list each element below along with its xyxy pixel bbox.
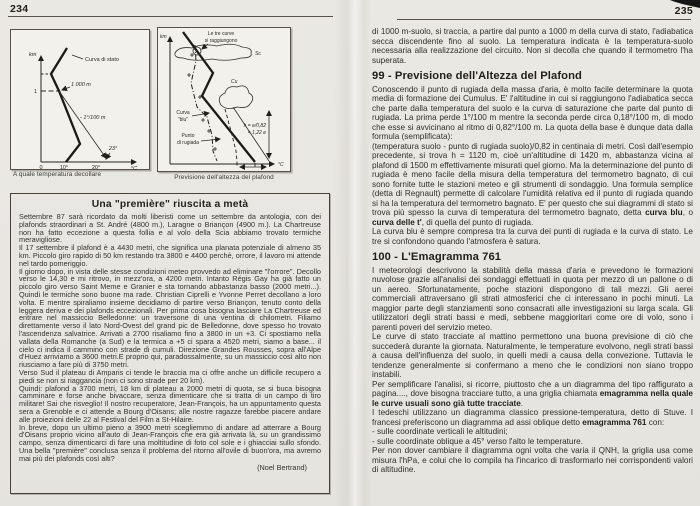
right-page-column bbox=[372, 27, 693, 475]
dewpoint-label-line2: di rugiada bbox=[177, 140, 199, 146]
list-item: - sulle coordinate verticali le altitudini; bbox=[372, 427, 508, 436]
x-axis-label: °C bbox=[130, 166, 138, 170]
body-paragraph: I meteorologi descrivono la stabilità della massa d'aria e prevedono le formazioni nuvolose grazie all'analisi dei sondaggi effettuati in quota per mezzo di un pallone o di un aereo. Sfortunatamente, poche stazioni dispongono di tali mezzi. Gli aerei commerciali attraversano gli strati atmosferici che ci interessano in pochi minuti. La maggior parte degli stanziamenti sono consacrati alle investigazioni su larga scala. Gli utilizzatori degli strati bassi e medi, sebbene maggioritari come ore di volo, sono i parenti poveri del servizio meteo. bbox=[372, 265, 693, 332]
blue-curve-label-line1: Curva bbox=[176, 110, 190, 116]
body-paragraph bbox=[372, 380, 693, 409]
dewpoint-label-line1: Punto bbox=[181, 133, 195, 139]
figure-takeoff-temperature bbox=[10, 29, 150, 170]
figure-takeoff-caption: A quale temperatura decollare bbox=[13, 171, 102, 178]
body-paragraph: Per non dover cambiare il diagramma ogni volta che varia il QNH, la griglia usa come misura l'hPa, e colui che lo compila ha l'incarico di trasformarlo nei corrispondenti valori di altitudine. bbox=[372, 446, 693, 474]
story-title: Una "première" riuscita a metà bbox=[91, 199, 249, 210]
bold-term-emagramma: emagramma nella quale le curve usuali sono già tutte tracciate bbox=[372, 389, 693, 408]
story-box bbox=[10, 193, 330, 494]
body-paragraph: Conoscendo il punto di rugiada della massa d'aria, è molto facile determinare la quota media di formazione dei Cumulus. E' l'altitudine in cui si raggiungono l'adiabatica secca che parte dalla temperatura del suolo e la curva di saturazione che parte dal punto di rugiada. La prima perde 1°/100 m mentre la seconda perde circa 0,18°/100 m, di modo che esse si avvicinano al ritmo di 0,82°/100 m. La quota della base è dunque data dalla formula (semplificata): bbox=[372, 84, 693, 141]
header-rule-right bbox=[397, 19, 691, 20]
altitude-label: 1 000 m bbox=[71, 82, 91, 88]
bold-term-emagramma-761: emagramma 761 bbox=[582, 417, 647, 427]
meeting-label-line1: Le tre curve bbox=[207, 31, 235, 37]
section-heading-99: 99 - Previsione dell'Altezza del Plafond bbox=[372, 70, 582, 82]
page-number-left: 234 bbox=[10, 3, 29, 15]
page-gutter-shadow bbox=[334, 0, 372, 506]
text-segment: , di quella del punto di rugiada. bbox=[421, 217, 534, 227]
page-number-right: 235 bbox=[674, 5, 693, 17]
lapse-rate-label: - 1°/100 m bbox=[80, 115, 106, 121]
state-curve-label: Curva di stato bbox=[85, 57, 119, 63]
y-axis-label: km bbox=[29, 52, 37, 58]
blue-curve-label-line2: "blu" bbox=[177, 117, 189, 123]
formula-line1: h = e/0,82 bbox=[243, 123, 266, 129]
x-axis-label: °C bbox=[278, 162, 284, 168]
body-paragraph: La curva blu è sempre compresa tra la curva dei punti di rugiada e la curva di stato. Le tre si confondono quando l'atmosfera è satura. bbox=[372, 227, 693, 246]
text-segment: , o bbox=[682, 208, 693, 217]
figure-cloudbase-forecast bbox=[157, 27, 291, 172]
story-paragraph: In breve, dopo un ultimo pieno a 3900 metri scegliemmo di andare ad atterrare a Bourg d'Oisans proprio vicino all'auto di Jean-François che era già arrivata là, su un grandissimo campo, senza dimenticarci di fare una moltitudine di foto col sole e i ghiacciai sullo sfondo. Una bella "première" conclusa senza il problema del ritorno all'ovile di buon'ora, ma avremo mai più dei plafonds così alti? bbox=[19, 422, 321, 463]
bold-term-curva-blu: curva blu bbox=[645, 208, 683, 217]
figure-frame bbox=[11, 30, 150, 170]
story-paragraph: Verso Sud il plateau di Amparis ci tende le braccia ma ci offre anche un difficile recupero a piedi se non si riaggancia (non ci sono strade per 20 km). bbox=[19, 367, 321, 385]
body-paragraph-continuation: di 1000 m-suolo, si traccia, a partire dal punto a 1000 m della curva di stato, l'adiabatica secca discendente fino al suolo. La temperatura indicata è la temperatura-suolo necessaria alla realizzazione del circuito. Non si decolla che quando il termometro l'ha superata. bbox=[372, 27, 693, 65]
text-segment: Per semplificare l'analisi, si ricorre, piuttosto che a un diagramma del tipo raffigurato a pagina...., dove bisogna tracciare tutto, a una griglia chiamata bbox=[372, 379, 693, 398]
figure-cloudbase-caption: Previsione dell'altezza del plafond bbox=[174, 174, 274, 181]
x-tick-10: 10° bbox=[59, 165, 69, 170]
text-segment: con: bbox=[646, 417, 665, 427]
header-rule-left bbox=[8, 16, 333, 17]
bold-term-curva-delle-t: curva delle t' bbox=[372, 217, 422, 227]
story-paragraph: Settembre 87 sarà ricordato da molti liberisti come un settembre da antologia, con dei plafonds straordinari a St. André (4800 m.), Laragne o Briançon (4900 m.). La Chartreuse non ha fatto eccezione a questa follia e al volo della Scia abbiamo trovato termiche meravigliose. bbox=[19, 212, 321, 245]
x-tick-0: 0 bbox=[39, 165, 43, 170]
meeting-label-line2: si raggiungono bbox=[204, 38, 238, 44]
body-paragraph bbox=[372, 408, 693, 427]
text-segment: (temperatura suolo - punto di rugiada suolo)/0,82 in centinaia di metri. Così dall'esempio precedente, si trova h = 1120 m, cioè un'altitudine di 1420 m, abbastanza vicina al plafond di 1500 m effettivamente misurati quel giorno. Ma la determinazione del punto di rugiada è meno facile della misura della temperatura del termometro bagnato, di cui sono fornite tutte le stazioni meteo e gli strumenti di sondaggio. Una formula semplice (detta di Regnault) permette di calcolare l'umidità relativa ed il punto di rugiada quando si ha la temperatura del termometro bagnato. E' per questo che sui diagrammi di stato si trova più spesso la curva di temperatura del termometro bagnato, detta bbox=[372, 141, 693, 217]
y-tick-1: 1 bbox=[33, 89, 37, 95]
text-segment: . bbox=[520, 398, 524, 408]
formula-line2: = 1,22 e bbox=[247, 130, 266, 136]
story-paragraph: Quindi: plafond a 3700 metri, 18 km di plateau a 2000 metri di quota, se si buca bisogna camminare e forse anche bivaccare, senza dimenticare che si tratta di un campo di tiro militare! Sai che risveglio! Il nostro recuperatore, Jean-François, ha un appuntamento questa sera a Grenoble e ci attende a Bourg d'Oisans; alle nostre ragazze farebbe piacere andare alle proiezioni delle 22 al Festival del Film a St-Hilaire. bbox=[19, 383, 321, 424]
stratocumulus-label: Sc bbox=[255, 51, 261, 57]
section-heading-100: 100 - L'Emagramma 761 bbox=[372, 251, 502, 263]
story-paragraph: Il giorno dopo, in vista delle stesse condizioni meteo provvedo ad eliminare "l'orrore". Decollo verso le 14,30 e mi ritrovo, in mezz'ora, a 4200 metri. Intanto Régis Gay ha già fatto un piccolo giro verso Saint Meme e Granier e sta tornando abbastanza basso (2000 metri...). Quindi le termiche sono buone ma rade. Christian Ciprelli e Yvonne Perret decollano a loro volta. E mentre spiraliamo insieme decidiamo di partire verso Briançon, tenuto conto della leggera deriva e dei plafonds eccezionali. Per prima cosa bisogna lasciare La Chartreuse ed entrare nel massiccio Belledonne: un traversone di una ventina di chilometri. Filiamo direttamente verso il lato Nord-Ovest del grand pic de Belledonne, dove spesso ho trovato l'ascendenza salvatrice. Arrivati a 2700 risaliamo fino a 3800 in un +3. Ci spostiamo nella vallata della Romanche (a Sud) e la termica a +5 ci spara a 4520 metri, siamo a base... il cielo ci indica il cammino con strade di cumuli. Direzione Grandes Rousses, sopra all'Alpe d'Huez arriviamo a 3600 metri.E proprio qui, paradossalmente, su un massiccio così alto non riusciamo a fare più di 3750 metri. bbox=[19, 266, 321, 370]
cumulus-label: Cu bbox=[231, 79, 238, 85]
takeoff-temp-label: 23° bbox=[108, 146, 118, 152]
y-axis-label: km bbox=[160, 34, 167, 40]
body-paragraph: Le curve di stato tracciate al mattino permettono una buona previsione di ciò che succederà durante la giornata. Naturalmente, le temperature evolvono, negli strati bassi a causa dell'influenza del suolo, in quelli medi a causa della convezione. Tuttavia le tendenze generalmente si confermano a meno che le condizioni non siano troppo instabili. bbox=[372, 332, 693, 379]
figure-frame bbox=[158, 28, 291, 172]
list-item: - sulle coordinate oblique a 45° verso l'alto le temperature. bbox=[372, 436, 584, 446]
x-tick-20: 20° bbox=[91, 165, 101, 170]
story-paragraph: Il 17 settembre il plafond è a 4430 metri, che significa una planata potenziale di almeno 35 km. Piccolo giro rapido di 50 km restando tra 3800 e 4400 perchè, orrore, il lavoro mi attende nel tardo pomeriggio. bbox=[19, 243, 321, 268]
body-paragraph bbox=[372, 142, 693, 228]
text-segment: I tedeschi utilizzano un diagramma classico pressione-temperatura, detto di Stuve. I francesi preferiscono un diagramma ad assi oblique detto bbox=[372, 408, 693, 427]
story-signature: (Noel Bertrand) bbox=[257, 462, 307, 472]
